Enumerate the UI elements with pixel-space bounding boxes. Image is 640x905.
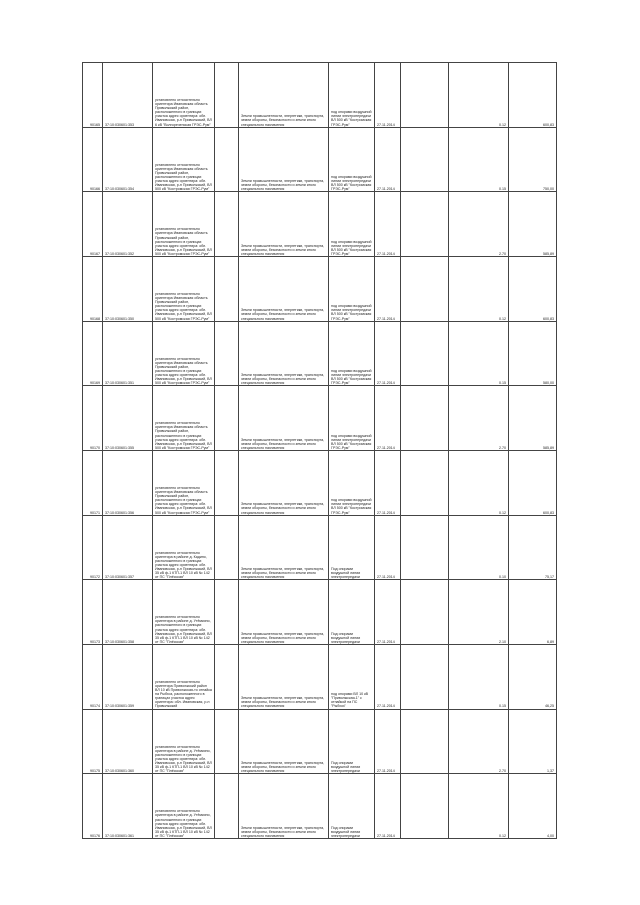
cadastral-number: 37:10:030601:361	[103, 774, 153, 839]
spacer-cell	[215, 709, 239, 774]
cadastral-value: 750,00	[509, 127, 557, 192]
registration-date: 27.11.2014	[375, 63, 401, 128]
table-row	[83, 63, 557, 128]
cadastral-value: 6,89	[509, 580, 557, 645]
cadastral-number: 37:10:030601:352	[103, 192, 153, 257]
spacer-cell	[215, 450, 239, 515]
area-value: 0.15	[449, 644, 509, 709]
cadastral-number: 37:10:030601:358	[103, 580, 153, 645]
location-description: установлено относительно ориентира в районе д. Кадино, расположенного в границах участка адрес ориентира: обл. Ивановская, р-н Приволжский, ВЛ 35 кВ ф-1 КТП-1 ВЛ 10 кВ № 142 от ПС "Плёсская"	[153, 515, 215, 580]
cadastral-number: 37:10:030601:353	[103, 63, 153, 128]
cadastral-table	[82, 62, 557, 839]
row-number: 90166	[83, 127, 103, 192]
land-category: Земли промышленности, энергетики, транспорта, земли обороны, безопасности и земли иного специального назначения	[239, 580, 329, 645]
location-description: установлено относительно ориентира Ивановская область Приволжский район, расположенного в границах участка адрес ориентира: обл. Ивановская, р-н Приволжский, ВЛ 6 кВ "Волгореченская ГРЭС-Рум"	[153, 63, 215, 128]
spacer-cell	[215, 321, 239, 386]
table-row	[83, 450, 557, 515]
location-description: установлено относительно ориентира Ивановская область Приволжский район, расположенного в границах участка адрес ориентира: обл. Ивановская, р-н Приволжский, ВЛ 500 кВ "Костромская ГРЭС-Рум"	[153, 321, 215, 386]
cadastral-number: 37:10:030601:359	[103, 644, 153, 709]
land-category: Земли промышленности, энергетики, транспорта, земли обороны, безопасности и земли иного специального назначения	[239, 127, 329, 192]
cadastral-value: 46,25	[509, 644, 557, 709]
table-row	[83, 644, 557, 709]
row-number: 90165	[83, 63, 103, 128]
permitted-use: под опорами воздушной линии электропередачи ВЛ 500 кВ "Костромская ГРЭС-Рум"	[329, 63, 375, 128]
empty-cell	[401, 580, 449, 645]
cadastral-number: 37:10:030601:350	[103, 256, 153, 321]
table-row	[83, 192, 557, 257]
cadastral-value: 585,89	[509, 386, 557, 451]
spacer-cell	[215, 256, 239, 321]
registration-date: 27.11.2014	[375, 127, 401, 192]
cadastral-value: 600,83	[509, 63, 557, 128]
row-number: 90174	[83, 644, 103, 709]
location-description: установлено относительно ориентира в районе д. Утёмкино, расположенного в границах участка адрес ориентира: обл. Ивановская, р-н Приволжский, ВЛ 35 кВ ф-1 КТП-1 ВЛ 10 кВ № 142 от ПС "Плёсская"	[153, 709, 215, 774]
permitted-use: Под опорами воздушной линии электропередачи	[329, 709, 375, 774]
empty-cell	[401, 450, 449, 515]
table-row	[83, 256, 557, 321]
spacer-cell	[215, 127, 239, 192]
table-row	[83, 709, 557, 774]
area-value: 2.70	[449, 709, 509, 774]
location-description: установлено относительно ориентира Ивановская область Приволжский район, расположенного в границах участка адрес ориентира: обл. Ивановская, р-н Приволжский, ВЛ 500 кВ "Костромская ГРЭС-Рум"	[153, 386, 215, 451]
land-category: Земли промышленности, энергетики, транспорта, земли обороны, безопасности и земли иного специального назначения	[239, 192, 329, 257]
land-category: Земли промышленности, энергетики, транспорта, земли обороны, безопасности и земли иного специального назначения	[239, 709, 329, 774]
cadastral-value: 75,17	[509, 515, 557, 580]
area-value: 0.12	[449, 450, 509, 515]
permitted-use: Под опорами воздушной линии электропередачи	[329, 774, 375, 839]
empty-cell	[401, 386, 449, 451]
cadastral-value: 600,83	[509, 256, 557, 321]
cadastral-value: 4,00	[509, 774, 557, 839]
empty-cell	[401, 192, 449, 257]
permitted-use: под опорами воздушной линии электропередачи ВЛ 500 кВ "Костромская ГРЭС-Рум"	[329, 192, 375, 257]
registration-date: 27.11.2014	[375, 709, 401, 774]
row-number: 90170	[83, 386, 103, 451]
cadastral-value: 1,37	[509, 709, 557, 774]
location-description: установлено относительно ориентира Ивановская область Приволжский район, расположенного в границах участка адрес ориентира: обл. Ивановская, р-н Приволжский, ВЛ 500 кВ "Костромская ГРЭС-Рум"	[153, 256, 215, 321]
area-value: 0.12	[449, 63, 509, 128]
empty-cell	[401, 644, 449, 709]
table-row	[83, 386, 557, 451]
spacer-cell	[215, 386, 239, 451]
empty-cell	[401, 321, 449, 386]
location-description: установлено относительно ориентира Ивановская область Приволжский район, расположенного в границах участка адрес ориентира: обл. Ивановская, р-н Приволжский, ВЛ 500 кВ "Костромская ГРЭС-Рум"	[153, 192, 215, 257]
empty-cell	[401, 63, 449, 128]
location-description: установлено относительно ориентира в районе д. Утёмкино, расположенного в границах участка адрес ориентира: обл. Ивановская, р-н Приволжский, ВЛ 35 кВ ф-1 КТП-1 ВЛ 10 кВ № 142 от ПС "Плёсская"	[153, 580, 215, 645]
cadastral-number: 37:10:030601:360	[103, 709, 153, 774]
cadastral-value: 580,00	[509, 321, 557, 386]
row-number: 90167	[83, 192, 103, 257]
land-category: Земли промышленности, энергетики, транспорта, земли обороны, безопасности и земли иного специального назначения	[239, 774, 329, 839]
registration-date: 27.11.2014	[375, 321, 401, 386]
permitted-use: под опорами воздушной линии электропередачи ВЛ 500 кВ "Костромская ГРЭС-Рум"	[329, 321, 375, 386]
spacer-cell	[215, 63, 239, 128]
area-value: 2.70	[449, 192, 509, 257]
cadastral-number: 37:10:030601:351	[103, 321, 153, 386]
cadastral-number: 37:10:030601:356	[103, 450, 153, 515]
area-value: 0.12	[449, 774, 509, 839]
area-value: 0.12	[449, 256, 509, 321]
registration-date: 27.11.2014	[375, 774, 401, 839]
spacer-cell	[215, 774, 239, 839]
row-number: 90173	[83, 580, 103, 645]
row-number: 90171	[83, 450, 103, 515]
area-value: 2.70	[449, 386, 509, 451]
land-category: Земли промышленности, энергетики, транспорта, земли обороны, безопасности и земли иного специального назначения	[239, 321, 329, 386]
area-value: 0.10	[449, 515, 509, 580]
row-number: 90176	[83, 774, 103, 839]
registration-date: 27.11.2014	[375, 515, 401, 580]
land-category: Земли промышленности, энергетики, транспорта, земли обороны, безопасности и земли иного специального назначения	[239, 515, 329, 580]
land-category: Земли промышленности, энергетики, транспорта, земли обороны, безопасности и земли иного специального назначения	[239, 63, 329, 128]
registration-date: 27.11.2014	[375, 580, 401, 645]
registration-date: 27.11.2014	[375, 192, 401, 257]
cadastral-number: 37:10:030601:355	[103, 386, 153, 451]
permitted-use: под опорами воздушной линии электропередачи ВЛ 500 кВ "Костромская ГРЭС-Рум"	[329, 256, 375, 321]
permitted-use: Под опорами воздушной линии электропередачи	[329, 515, 375, 580]
table-row	[83, 774, 557, 839]
empty-cell	[401, 127, 449, 192]
location-description: установлено относительно ориентира Ивановская область Приволжский район, расположенного в границах участка адрес ориентира: обл. Ивановская, р-н Приволжский, ВЛ 500 кВ "Костромская ГРЭС-Рум"	[153, 450, 215, 515]
row-number: 90168	[83, 256, 103, 321]
permitted-use: под опорами воздушной линии электропередачи ВЛ 500 кВ "Костромская ГРЭС-Рум"	[329, 386, 375, 451]
row-number: 90175	[83, 709, 103, 774]
empty-cell	[401, 515, 449, 580]
registration-date: 27.11.2014	[375, 450, 401, 515]
empty-cell	[401, 774, 449, 839]
permitted-use: под опорами воздушной линии электропередачи ВЛ 500 кВ "Костромская ГРЭС-Рум"	[329, 450, 375, 515]
spacer-cell	[215, 644, 239, 709]
spacer-cell	[215, 192, 239, 257]
registration-date: 27.11.2014	[375, 644, 401, 709]
cadastral-value: 585,89	[509, 192, 557, 257]
land-category: Земли промышленности, энергетики, транспорта, земли обороны, безопасности и земли иного специального назначения	[239, 386, 329, 451]
permitted-use: под опорами воздушной линии электропередачи ВЛ 500 кВ "Костромская ГРЭС-Рум"	[329, 127, 375, 192]
cadastral-number: 37:10:030601:357	[103, 515, 153, 580]
permitted-use: под опорами ВЛ 10 кВ "Приволжская-1" с отпайкой на ПС "Рыбхоз"	[329, 644, 375, 709]
area-value: 2.10	[449, 580, 509, 645]
area-value: 0.15	[449, 127, 509, 192]
row-number: 90169	[83, 321, 103, 386]
land-category: Земли промышленности, энергетики, транспорта, земли обороны, безопасности и земли иного специального назначения	[239, 256, 329, 321]
location-description: установлено относительно ориентира Ивановская область Приволжский район, расположенного в границах участка адрес ориентира: обл. Ивановская, р-н Приволжский, ВЛ 500 кВ "Костромская ГРЭС-Рум"	[153, 127, 215, 192]
table-row	[83, 515, 557, 580]
registration-date: 27.11.2014	[375, 386, 401, 451]
table-row	[83, 321, 557, 386]
empty-cell	[401, 709, 449, 774]
spacer-cell	[215, 580, 239, 645]
area-value: 0.15	[449, 321, 509, 386]
table-row	[83, 580, 557, 645]
land-category: Земли промышленности, энергетики, транспорта, земли обороны, безопасности и земли иного специального назначения	[239, 644, 329, 709]
cadastral-number: 37:10:030601:354	[103, 127, 153, 192]
registration-date: 27.11.2014	[375, 256, 401, 321]
land-category: Земли промышленности, энергетики, транспорта, земли обороны, безопасности и земли иного специального назначения	[239, 450, 329, 515]
empty-cell	[401, 256, 449, 321]
table-row	[83, 127, 557, 192]
location-description: установлено относительно ориентира Приволжский район ВЛ 10 кВ Приволжская-то отпайка на Рыбхоз, расположенного в границах участка адрес ориентира: обл. Ивановская, р-н Приволжский	[153, 644, 215, 709]
location-description: установлено относительно ориентира в районе д. Утёмкино, расположенного в границах участка адрес ориентира: обл. Ивановская, р-н Приволжский, ВЛ 35 кВ ф-1 КТП-1 ВЛ 10 кВ № 142 от ПС "Плёсская"	[153, 774, 215, 839]
spacer-cell	[215, 515, 239, 580]
permitted-use: Под опорами воздушной линии электропередачи	[329, 580, 375, 645]
row-number: 90172	[83, 515, 103, 580]
cadastral-value: 600,83	[509, 450, 557, 515]
